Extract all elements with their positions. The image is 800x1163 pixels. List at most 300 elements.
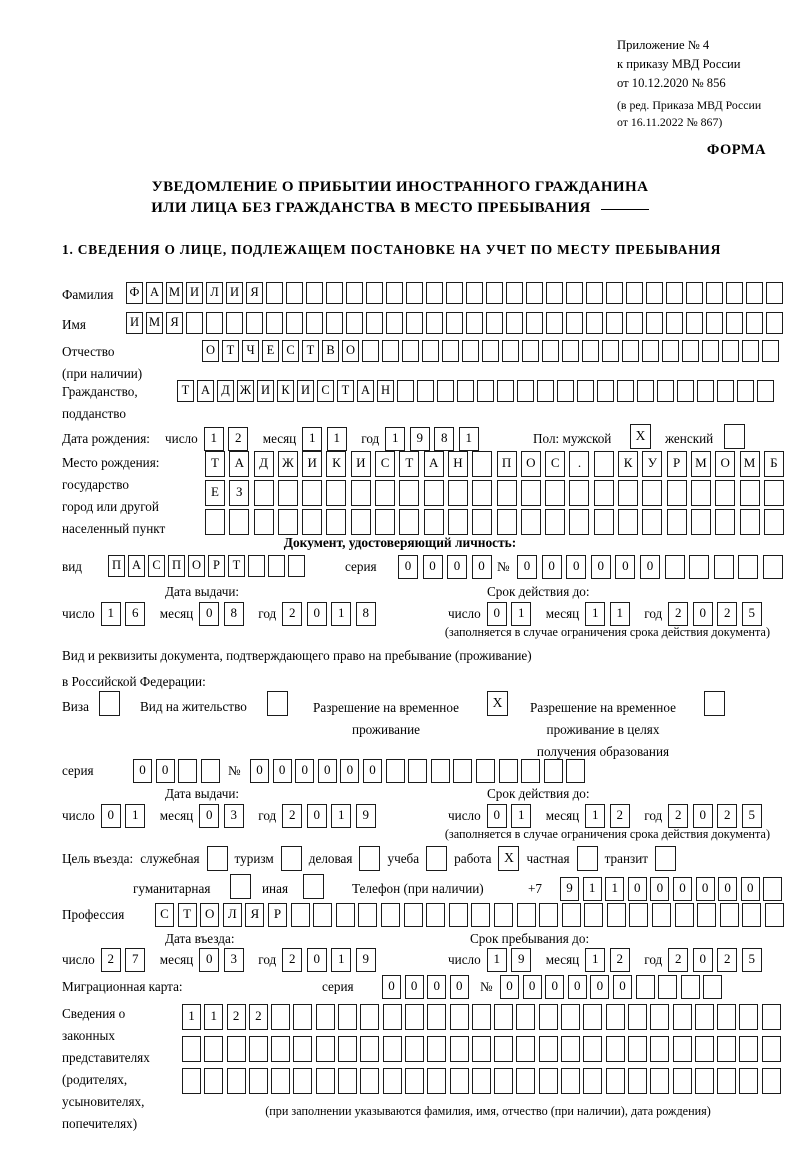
char-cell[interactable] xyxy=(650,1036,669,1062)
char-cell[interactable] xyxy=(762,1068,781,1094)
char-cell[interactable] xyxy=(201,759,220,783)
char-cell[interactable]: 0 xyxy=(741,877,760,901)
char-cell[interactable]: А xyxy=(357,380,374,402)
purpose-tourism-checkbox[interactable] xyxy=(281,846,302,871)
char-cell[interactable]: 2 xyxy=(717,948,737,972)
char-cell[interactable] xyxy=(636,975,655,999)
stay-year-cells[interactable] xyxy=(668,948,766,972)
char-cell[interactable]: 0 xyxy=(615,555,635,579)
char-cell[interactable]: 1 xyxy=(585,602,605,626)
char-cell[interactable] xyxy=(577,380,594,402)
char-cell[interactable] xyxy=(757,380,774,402)
char-cell[interactable] xyxy=(472,509,492,535)
char-cell[interactable] xyxy=(499,759,518,783)
char-cell[interactable] xyxy=(652,903,671,927)
entry-month-cells[interactable] xyxy=(199,948,248,972)
representatives-row2-cells[interactable] xyxy=(182,1036,784,1062)
purpose-private-checkbox[interactable] xyxy=(577,846,598,871)
char-cell[interactable] xyxy=(566,312,583,334)
char-cell[interactable] xyxy=(594,451,614,477)
char-cell[interactable]: Е xyxy=(262,340,279,362)
purpose-official-checkbox[interactable] xyxy=(207,846,228,871)
char-cell[interactable] xyxy=(691,480,711,506)
female-checkbox[interactable] xyxy=(724,424,745,449)
char-cell[interactable] xyxy=(562,340,579,362)
char-cell[interactable] xyxy=(271,1068,290,1094)
char-cell[interactable]: А xyxy=(197,380,214,402)
residence-card-checkbox[interactable] xyxy=(267,691,288,716)
char-cell[interactable] xyxy=(466,282,483,304)
char-cell[interactable]: 0 xyxy=(542,555,562,579)
char-cell[interactable]: Я xyxy=(245,903,264,927)
char-cell[interactable] xyxy=(360,1036,379,1062)
char-cell[interactable]: Н xyxy=(448,451,468,477)
char-cell[interactable] xyxy=(404,903,423,927)
char-cell[interactable]: Л xyxy=(223,903,242,927)
char-cell[interactable] xyxy=(646,282,663,304)
char-cell[interactable] xyxy=(594,509,614,535)
char-cell[interactable]: И xyxy=(297,380,314,402)
char-cell[interactable] xyxy=(472,451,492,477)
char-cell[interactable]: 0 xyxy=(673,877,692,901)
residence-series-cells[interactable] xyxy=(133,759,223,783)
char-cell[interactable] xyxy=(762,1004,781,1030)
char-cell[interactable] xyxy=(386,282,403,304)
char-cell[interactable] xyxy=(726,282,743,304)
char-cell[interactable] xyxy=(764,480,784,506)
char-cell[interactable]: 0 xyxy=(545,975,564,999)
char-cell[interactable]: И xyxy=(186,282,203,304)
char-cell[interactable] xyxy=(539,1004,558,1030)
char-cell[interactable]: 0 xyxy=(307,602,327,626)
char-cell[interactable]: 0 xyxy=(427,975,446,999)
char-cell[interactable] xyxy=(545,509,565,535)
char-cell[interactable] xyxy=(291,903,310,927)
doc-valid-month-cells[interactable] xyxy=(585,602,634,626)
char-cell[interactable]: 2 xyxy=(717,804,737,828)
char-cell[interactable] xyxy=(762,1036,781,1062)
char-cell[interactable]: Д xyxy=(254,451,274,477)
char-cell[interactable]: 3 xyxy=(224,804,244,828)
char-cell[interactable]: 1 xyxy=(605,877,624,901)
char-cell[interactable] xyxy=(618,509,638,535)
char-cell[interactable]: 2 xyxy=(227,1004,246,1030)
char-cell[interactable] xyxy=(178,759,197,783)
char-cell[interactable] xyxy=(457,380,474,402)
char-cell[interactable] xyxy=(406,282,423,304)
char-cell[interactable] xyxy=(584,903,603,927)
char-cell[interactable]: 0 xyxy=(472,555,492,579)
char-cell[interactable] xyxy=(424,480,444,506)
char-cell[interactable] xyxy=(673,1004,692,1030)
char-cell[interactable]: 0 xyxy=(133,759,152,783)
char-cell[interactable] xyxy=(537,380,554,402)
char-cell[interactable] xyxy=(316,1036,335,1062)
char-cell[interactable]: У xyxy=(642,451,662,477)
char-cell[interactable] xyxy=(254,480,274,506)
char-cell[interactable] xyxy=(229,509,249,535)
char-cell[interactable] xyxy=(521,509,541,535)
char-cell[interactable] xyxy=(494,1068,513,1094)
char-cell[interactable] xyxy=(427,1068,446,1094)
char-cell[interactable] xyxy=(646,312,663,334)
char-cell[interactable]: 0 xyxy=(591,555,611,579)
char-cell[interactable] xyxy=(722,340,739,362)
char-cell[interactable]: С xyxy=(545,451,565,477)
char-cell[interactable] xyxy=(494,1036,513,1062)
char-cell[interactable] xyxy=(383,1036,402,1062)
char-cell[interactable] xyxy=(742,903,761,927)
char-cell[interactable] xyxy=(375,509,395,535)
char-cell[interactable] xyxy=(326,312,343,334)
char-cell[interactable] xyxy=(502,340,519,362)
char-cell[interactable] xyxy=(642,480,662,506)
char-cell[interactable]: 2 xyxy=(249,1004,268,1030)
char-cell[interactable] xyxy=(405,1004,424,1030)
char-cell[interactable] xyxy=(545,480,565,506)
char-cell[interactable]: 0 xyxy=(693,804,713,828)
char-cell[interactable] xyxy=(740,509,760,535)
birth-day-cells[interactable] xyxy=(204,427,253,451)
char-cell[interactable]: П xyxy=(108,555,125,577)
char-cell[interactable] xyxy=(726,312,743,334)
char-cell[interactable] xyxy=(765,903,784,927)
char-cell[interactable] xyxy=(766,312,783,334)
char-cell[interactable]: Т xyxy=(228,555,245,577)
char-cell[interactable] xyxy=(278,480,298,506)
char-cell[interactable] xyxy=(427,1004,446,1030)
char-cell[interactable] xyxy=(402,340,419,362)
char-cell[interactable] xyxy=(762,340,779,362)
migration-card-series-cells[interactable] xyxy=(382,975,472,999)
char-cell[interactable]: 1 xyxy=(125,804,145,828)
char-cell[interactable]: 1 xyxy=(585,804,605,828)
profession-cells[interactable] xyxy=(155,903,788,927)
char-cell[interactable]: М xyxy=(166,282,183,304)
doc-number-cells[interactable] xyxy=(517,555,788,579)
char-cell[interactable] xyxy=(204,1036,223,1062)
char-cell[interactable] xyxy=(746,282,763,304)
char-cell[interactable] xyxy=(739,1036,758,1062)
char-cell[interactable] xyxy=(326,480,346,506)
char-cell[interactable]: 0 xyxy=(447,555,467,579)
char-cell[interactable] xyxy=(657,380,674,402)
char-cell[interactable] xyxy=(360,1004,379,1030)
doc-valid-year-cells[interactable] xyxy=(668,602,766,626)
temp-residence-checkbox[interactable]: X xyxy=(487,691,508,716)
char-cell[interactable]: Т xyxy=(178,903,197,927)
char-cell[interactable]: 0 xyxy=(640,555,660,579)
char-cell[interactable]: К xyxy=(277,380,294,402)
char-cell[interactable] xyxy=(422,340,439,362)
char-cell[interactable] xyxy=(642,509,662,535)
char-cell[interactable]: 0 xyxy=(199,602,219,626)
char-cell[interactable]: 2 xyxy=(668,602,688,626)
char-cell[interactable]: Т xyxy=(205,451,225,477)
char-cell[interactable] xyxy=(569,509,589,535)
char-cell[interactable] xyxy=(618,480,638,506)
char-cell[interactable]: 2 xyxy=(228,427,248,451)
phone-cells[interactable] xyxy=(560,877,786,901)
char-cell[interactable]: 2 xyxy=(282,948,302,972)
char-cell[interactable] xyxy=(658,975,677,999)
char-cell[interactable] xyxy=(417,380,434,402)
char-cell[interactable]: 0 xyxy=(340,759,359,783)
doc-series-cells[interactable] xyxy=(398,555,496,579)
char-cell[interactable] xyxy=(622,340,639,362)
char-cell[interactable]: 5 xyxy=(742,602,762,626)
char-cell[interactable]: 0 xyxy=(487,804,507,828)
char-cell[interactable]: 0 xyxy=(568,975,587,999)
char-cell[interactable] xyxy=(437,380,454,402)
char-cell[interactable] xyxy=(316,1004,335,1030)
char-cell[interactable] xyxy=(715,509,735,535)
char-cell[interactable]: 1 xyxy=(302,427,322,451)
char-cell[interactable]: 1 xyxy=(204,1004,223,1030)
char-cell[interactable] xyxy=(637,380,654,402)
char-cell[interactable] xyxy=(351,480,371,506)
char-cell[interactable] xyxy=(682,340,699,362)
char-cell[interactable] xyxy=(426,903,445,927)
char-cell[interactable]: Е xyxy=(205,480,225,506)
char-cell[interactable] xyxy=(706,312,723,334)
char-cell[interactable]: . xyxy=(569,451,589,477)
char-cell[interactable] xyxy=(375,480,395,506)
char-cell[interactable] xyxy=(521,759,540,783)
char-cell[interactable] xyxy=(472,1004,491,1030)
char-cell[interactable]: О xyxy=(521,451,541,477)
char-cell[interactable]: М xyxy=(740,451,760,477)
char-cell[interactable] xyxy=(715,480,735,506)
char-cell[interactable] xyxy=(681,975,700,999)
char-cell[interactable]: 0 xyxy=(405,975,424,999)
char-cell[interactable]: 3 xyxy=(224,948,244,972)
char-cell[interactable]: 0 xyxy=(398,555,418,579)
char-cell[interactable] xyxy=(566,282,583,304)
char-cell[interactable] xyxy=(675,903,694,927)
char-cell[interactable]: 0 xyxy=(650,877,669,901)
char-cell[interactable] xyxy=(717,1004,736,1030)
char-cell[interactable]: П xyxy=(497,451,517,477)
char-cell[interactable] xyxy=(697,903,716,927)
char-cell[interactable] xyxy=(740,480,760,506)
char-cell[interactable] xyxy=(542,340,559,362)
char-cell[interactable] xyxy=(338,1068,357,1094)
char-cell[interactable] xyxy=(561,1068,580,1094)
residence-number-cells[interactable] xyxy=(250,759,589,783)
char-cell[interactable] xyxy=(673,1068,692,1094)
char-cell[interactable] xyxy=(271,1036,290,1062)
char-cell[interactable] xyxy=(326,509,346,535)
purpose-business-checkbox[interactable] xyxy=(359,846,380,871)
char-cell[interactable] xyxy=(482,340,499,362)
char-cell[interactable] xyxy=(472,1036,491,1062)
birth-month-cells[interactable] xyxy=(302,427,351,451)
char-cell[interactable]: К xyxy=(618,451,638,477)
char-cell[interactable]: 0 xyxy=(450,975,469,999)
char-cell[interactable] xyxy=(583,1068,602,1094)
char-cell[interactable] xyxy=(737,380,754,402)
char-cell[interactable] xyxy=(650,1004,669,1030)
char-cell[interactable] xyxy=(254,509,274,535)
char-cell[interactable] xyxy=(383,1068,402,1094)
char-cell[interactable] xyxy=(516,1036,535,1062)
char-cell[interactable] xyxy=(666,312,683,334)
char-cell[interactable]: Н xyxy=(377,380,394,402)
char-cell[interactable] xyxy=(677,380,694,402)
char-cell[interactable]: П xyxy=(168,555,185,577)
char-cell[interactable]: 0 xyxy=(517,555,537,579)
char-cell[interactable] xyxy=(406,312,423,334)
char-cell[interactable] xyxy=(763,877,782,901)
char-cell[interactable] xyxy=(471,903,490,927)
char-cell[interactable]: А xyxy=(424,451,444,477)
char-cell[interactable]: О xyxy=(188,555,205,577)
char-cell[interactable] xyxy=(602,340,619,362)
char-cell[interactable]: К xyxy=(326,451,346,477)
purpose-study-checkbox[interactable] xyxy=(426,846,447,871)
char-cell[interactable] xyxy=(562,903,581,927)
char-cell[interactable]: 0 xyxy=(273,759,292,783)
char-cell[interactable]: 0 xyxy=(566,555,586,579)
char-cell[interactable]: Б xyxy=(764,451,784,477)
residence-issue-year-cells[interactable] xyxy=(282,804,380,828)
char-cell[interactable] xyxy=(665,555,685,579)
temp-residence-education-checkbox[interactable] xyxy=(704,691,725,716)
char-cell[interactable]: 0 xyxy=(307,804,327,828)
char-cell[interactable] xyxy=(566,759,585,783)
char-cell[interactable] xyxy=(426,312,443,334)
migration-card-number-cells[interactable] xyxy=(500,975,726,999)
char-cell[interactable]: О xyxy=(202,340,219,362)
char-cell[interactable] xyxy=(673,1036,692,1062)
char-cell[interactable]: 1 xyxy=(511,602,531,626)
char-cell[interactable] xyxy=(629,903,648,927)
char-cell[interactable] xyxy=(617,380,634,402)
char-cell[interactable]: И xyxy=(257,380,274,402)
char-cell[interactable] xyxy=(521,480,541,506)
char-cell[interactable] xyxy=(606,312,623,334)
residence-issue-day-cells[interactable] xyxy=(101,804,150,828)
char-cell[interactable]: С xyxy=(155,903,174,927)
char-cell[interactable] xyxy=(717,1036,736,1062)
char-cell[interactable] xyxy=(739,1004,758,1030)
char-cell[interactable] xyxy=(386,759,405,783)
char-cell[interactable] xyxy=(714,555,734,579)
char-cell[interactable] xyxy=(526,312,543,334)
char-cell[interactable]: 0 xyxy=(295,759,314,783)
char-cell[interactable] xyxy=(268,555,285,577)
char-cell[interactable]: Я xyxy=(246,282,263,304)
char-cell[interactable] xyxy=(628,1036,647,1062)
char-cell[interactable]: И xyxy=(351,451,371,477)
char-cell[interactable] xyxy=(706,282,723,304)
visa-checkbox[interactable] xyxy=(99,691,120,716)
entry-year-cells[interactable] xyxy=(282,948,380,972)
char-cell[interactable]: 5 xyxy=(742,948,762,972)
doc-issue-month-cells[interactable] xyxy=(199,602,248,626)
residence-valid-day-cells[interactable] xyxy=(487,804,536,828)
char-cell[interactable]: 0 xyxy=(363,759,382,783)
char-cell[interactable] xyxy=(449,903,468,927)
char-cell[interactable] xyxy=(516,1068,535,1094)
char-cell[interactable] xyxy=(313,903,332,927)
char-cell[interactable] xyxy=(691,509,711,535)
char-cell[interactable]: 0 xyxy=(250,759,269,783)
char-cell[interactable] xyxy=(517,380,534,402)
char-cell[interactable]: Л xyxy=(206,282,223,304)
char-cell[interactable]: 1 xyxy=(331,602,351,626)
char-cell[interactable] xyxy=(206,312,223,334)
char-cell[interactable]: 0 xyxy=(318,759,337,783)
char-cell[interactable] xyxy=(448,480,468,506)
char-cell[interactable] xyxy=(246,312,263,334)
char-cell[interactable] xyxy=(582,340,599,362)
char-cell[interactable]: 0 xyxy=(590,975,609,999)
char-cell[interactable] xyxy=(366,282,383,304)
char-cell[interactable]: 1 xyxy=(610,602,630,626)
char-cell[interactable] xyxy=(278,509,298,535)
entry-day-cells[interactable] xyxy=(101,948,150,972)
char-cell[interactable] xyxy=(205,509,225,535)
char-cell[interactable] xyxy=(399,480,419,506)
char-cell[interactable]: 7 xyxy=(125,948,145,972)
char-cell[interactable] xyxy=(561,1004,580,1030)
char-cell[interactable]: А xyxy=(229,451,249,477)
char-cell[interactable] xyxy=(539,1036,558,1062)
char-cell[interactable]: С xyxy=(317,380,334,402)
char-cell[interactable] xyxy=(494,1004,513,1030)
char-cell[interactable]: Т xyxy=(222,340,239,362)
representatives-row3-cells[interactable] xyxy=(182,1068,784,1094)
char-cell[interactable]: 1 xyxy=(182,1004,201,1030)
char-cell[interactable] xyxy=(472,1068,491,1094)
char-cell[interactable] xyxy=(286,282,303,304)
char-cell[interactable] xyxy=(399,509,419,535)
char-cell[interactable] xyxy=(746,312,763,334)
char-cell[interactable] xyxy=(517,903,536,927)
char-cell[interactable] xyxy=(182,1036,201,1062)
char-cell[interactable]: Ф xyxy=(126,282,143,304)
char-cell[interactable]: С xyxy=(375,451,395,477)
char-cell[interactable] xyxy=(626,282,643,304)
purpose-other-checkbox[interactable] xyxy=(303,874,324,899)
char-cell[interactable] xyxy=(516,1004,535,1030)
birth-place-row1-cells[interactable] xyxy=(205,451,788,477)
doc-kind-cells[interactable] xyxy=(108,555,308,577)
purpose-work-checkbox[interactable]: X xyxy=(498,846,519,871)
char-cell[interactable] xyxy=(497,509,517,535)
char-cell[interactable]: 0 xyxy=(199,948,219,972)
char-cell[interactable] xyxy=(597,380,614,402)
char-cell[interactable] xyxy=(702,340,719,362)
char-cell[interactable] xyxy=(486,312,503,334)
char-cell[interactable] xyxy=(606,1068,625,1094)
char-cell[interactable] xyxy=(266,282,283,304)
char-cell[interactable]: О xyxy=(342,340,359,362)
char-cell[interactable] xyxy=(386,312,403,334)
char-cell[interactable] xyxy=(667,509,687,535)
char-cell[interactable] xyxy=(497,380,514,402)
char-cell[interactable] xyxy=(526,282,543,304)
char-cell[interactable] xyxy=(546,312,563,334)
char-cell[interactable] xyxy=(426,282,443,304)
char-cell[interactable]: 0 xyxy=(523,975,542,999)
char-cell[interactable] xyxy=(336,903,355,927)
char-cell[interactable] xyxy=(477,380,494,402)
char-cell[interactable] xyxy=(226,312,243,334)
char-cell[interactable] xyxy=(650,1068,669,1094)
